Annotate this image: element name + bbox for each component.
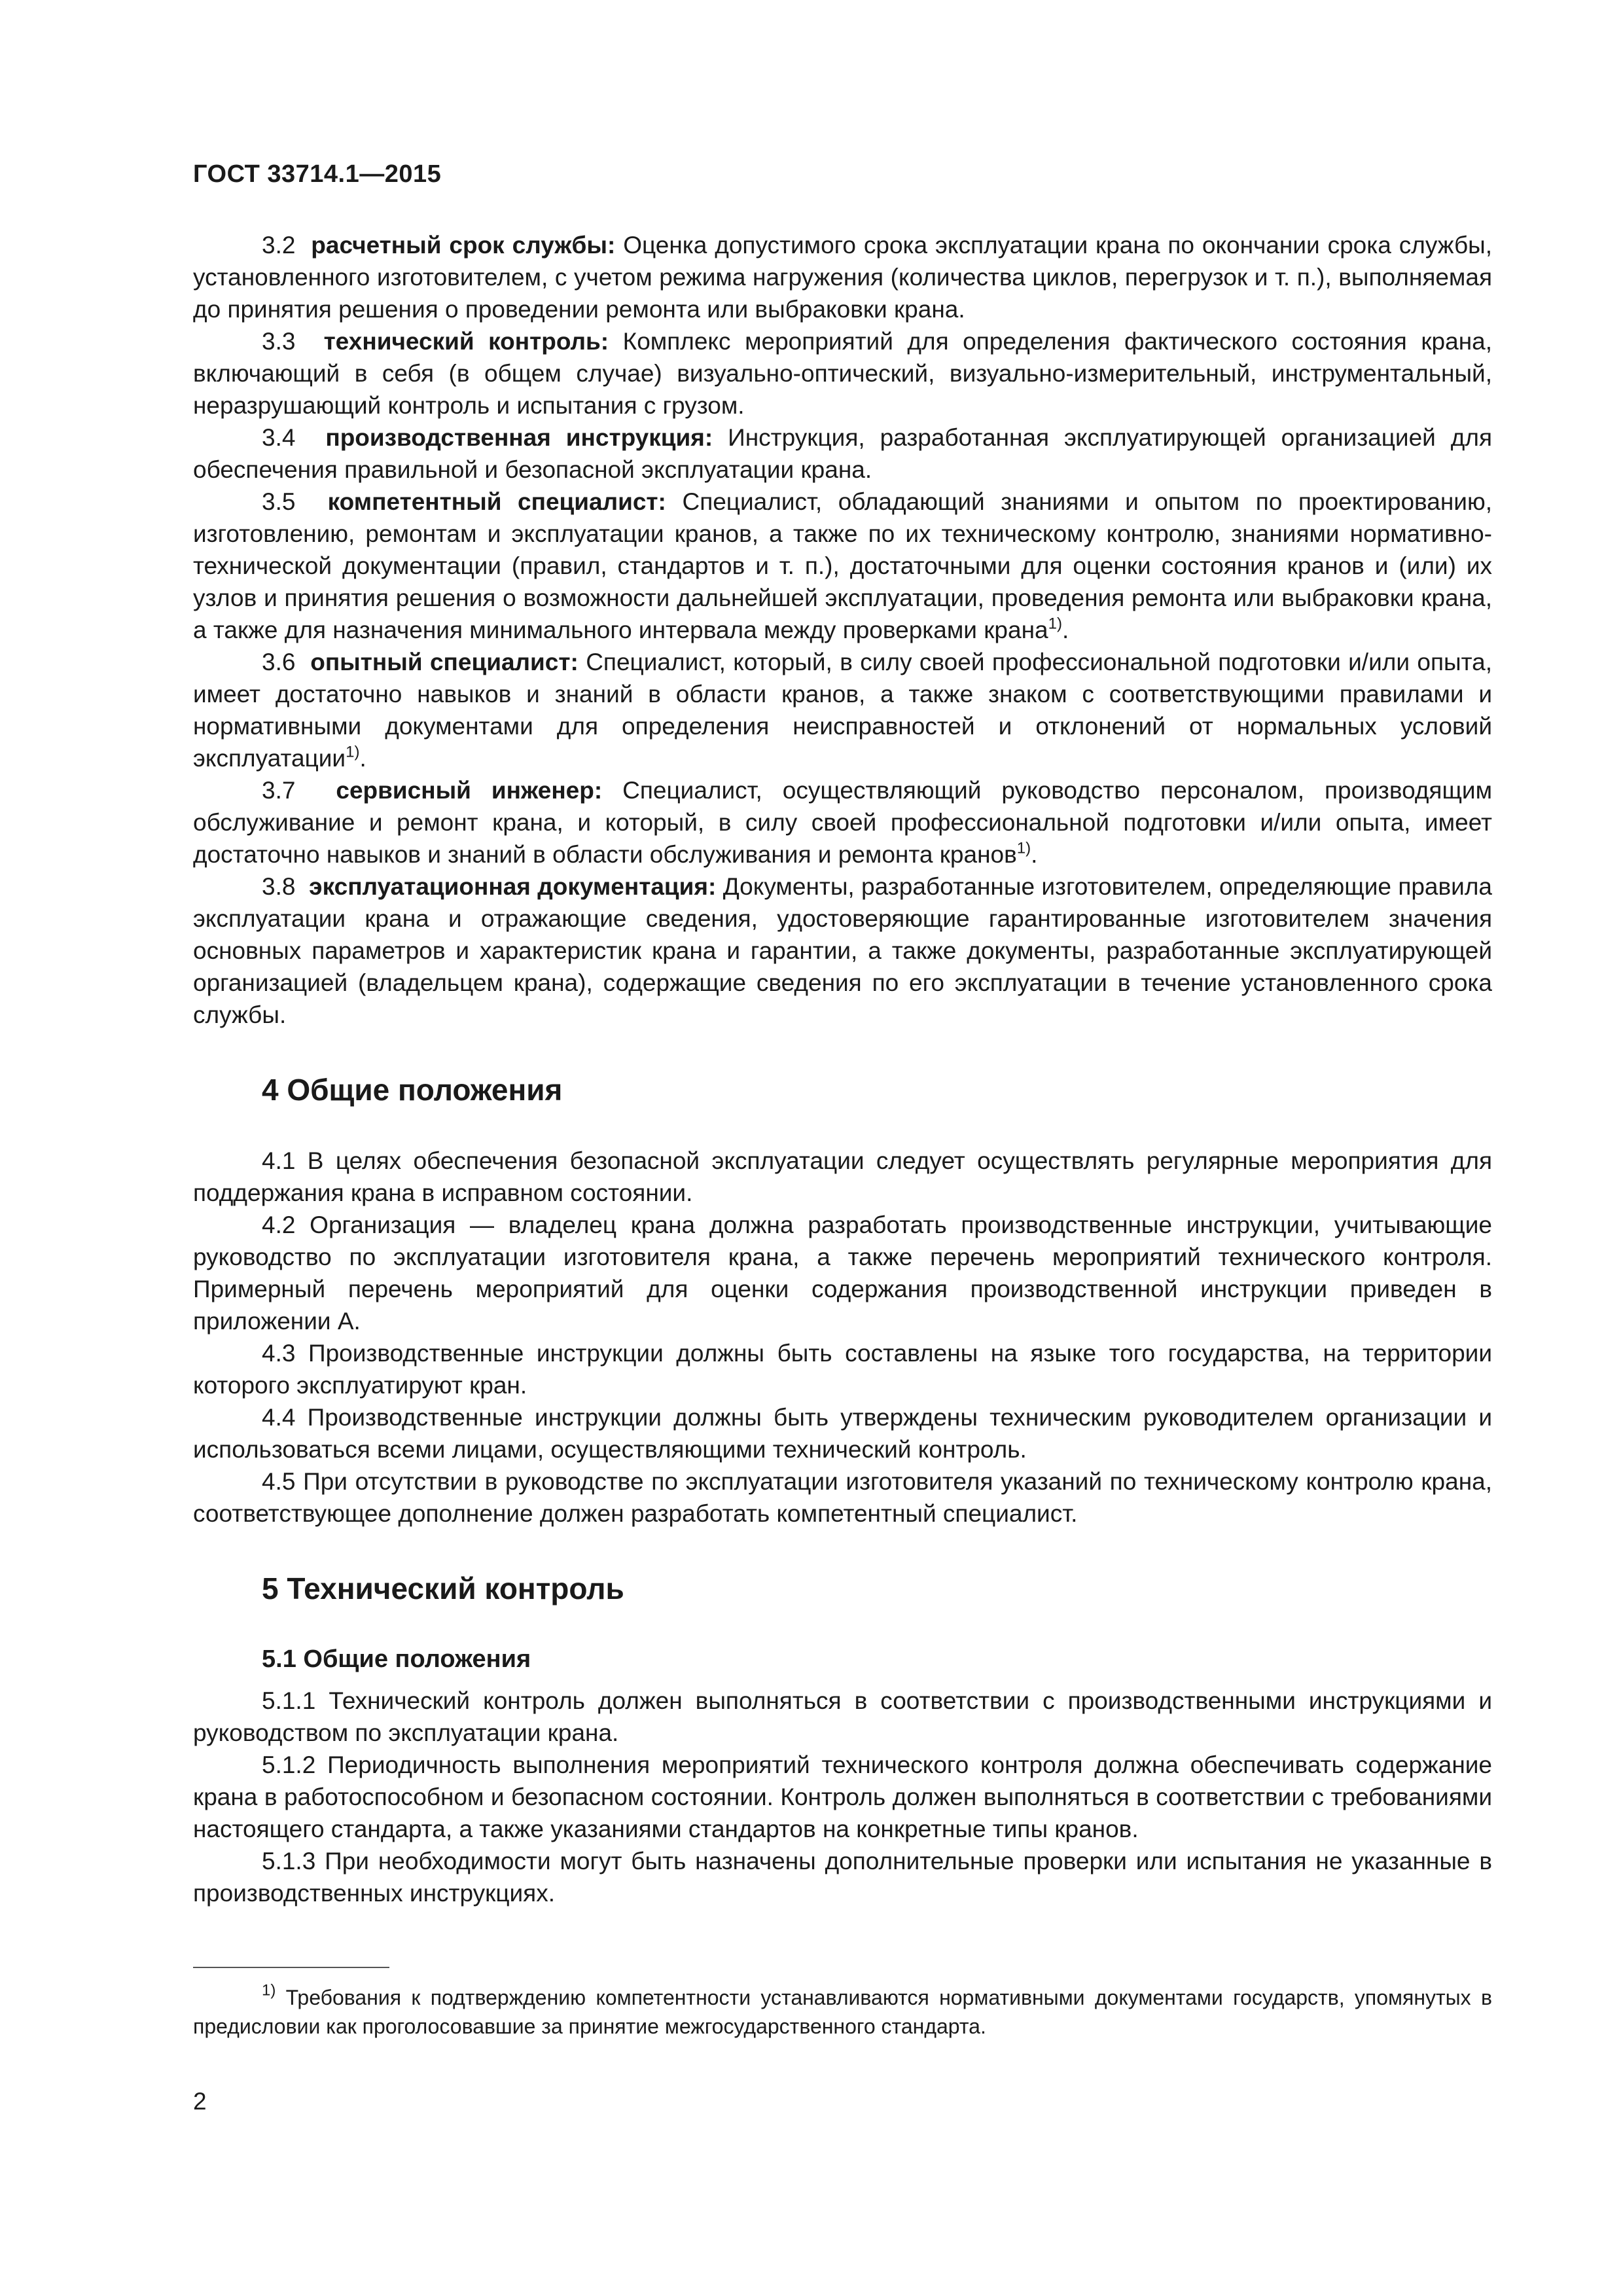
definition-3-5: 3.5 компетентный специалист: Специалист, обладающий знаниями и опытом по проектированию, изготовлению, ремонтам и эксплуатации кранов, а также по их техническому контролю, знаниями нормативно-технической документации (правил, стандартов и т. п.), достаточными для оценки состояния кранов и (или) их узлов и принятия решения о возможности дальнейшей эксплуатации, проведения ремонта или выбраковки крана, а также для назначения минимального интервала между проверками крана$^{1)}$. <box>193 488 1492 643</box>
footnote-ref[interactable]: 1) <box>1016 839 1031 857</box>
paragraph-4-1: 4.1 В целях обеспечения безопасной эксплуатации следует осуществлять регулярные мероприятия для поддержания крана в исправном состоянии. <box>193 1147 1492 1206</box>
definition-3-7: 3.7 сервисный инженер: Специалист, осуществляющий руководство персоналом, производящим обслуживание и ремонт крана, и который, в силу своей профессиональной подготовки и/или опыта, имеет достаточно навыков и знаний в области обслуживания и ремонта кранов$^{1)}$. <box>193 777 1493 868</box>
footnote-text: Требования к подтверждению компетентности устанавливаются нормативными документами государств, упомянутых в предисловии как проголосовавшие за принятие межгосударственного стандарта. <box>193 1986 1492 2038</box>
footnote <box>193 1983 1492 2041</box>
paragraph-4-3: 4.3 Производственные инструкции должны быть составлены на языке того государства, на территории которого эксплуатируют кран. <box>193 1340 1492 1399</box>
section-5-title: 5 Технический контроль <box>262 1571 624 1605</box>
definition-3-8: 3.8 эксплуатационная документация: Документы, разработанные изготовителем, определяющие правила эксплуатации крана и отражающие сведения, удостоверяющие гарантированные изготовителем значения основных параметров и характеристик крана и гарантии, а также документы, разработанные эксплуатирующей организацией (владельцем крана), содержащие сведения по его эксплуатации в течение установленного срока службы. <box>193 873 1492 1028</box>
section-4-title: 4 Общие положения <box>262 1073 563 1107</box>
paragraph-5-1-1: 5.1.1 Технический контроль должен выполняться в соответствии с производственными инструкциями и руководством по эксплуатации крана. <box>193 1687 1492 1746</box>
footnote-divider <box>193 1967 389 1968</box>
footnote-ref[interactable]: 1) <box>346 743 360 761</box>
definition-3-3: 3.3 технический контроль: Комплекс мероприятий для определения фактического состояния крана, включающий в себя (в общем случае) визуально-оптический, визуально-измерительный, инструментальный, неразрушающий контроль и испытания с грузом. <box>193 328 1492 419</box>
definition-term: технический контроль: <box>323 328 609 355</box>
definition-term: производственная инструкция: <box>325 424 713 451</box>
subsection-5-1-title: 5.1 Общие положения <box>262 1645 531 1673</box>
paragraph-4-5: 4.5 При отсутствии в руководстве по эксплуатации изготовителя указаний по техническому контролю крана, соответствующее дополнение должен разработать компетентный специалист. <box>193 1468 1492 1527</box>
standard-header: ГОСТ 33714.1—2015 <box>193 160 442 188</box>
definition-term: сервисный инженер: <box>336 777 603 804</box>
definition-term: компетентный специалист: <box>327 488 666 515</box>
definition-3-2: 3.2 расчетный срок службы: Оценка допустимого срока эксплуатации крана по окончании срока службы, установленного изготовителем, с учетом режима нагружения (количества циклов, перегрузок и т. п.), выполняемая до принятия решения о проведении ремонта или выбраковки крана. <box>193 232 1493 323</box>
definition-term: эксплуатационная документация: <box>309 873 717 900</box>
footnote-ref[interactable]: 1) <box>1048 615 1062 633</box>
paragraph-4-2: 4.2 Организация — владелец крана должна разработать производственные инструкции, учитывающие руководство по эксплуатации изготовителя крана, а также перечень мероприятий технического контроля. Примерный перечень мероприятий для оценки содержания производственной инструкции приведен в приложении А. <box>193 1211 1492 1335</box>
definition-3-6: 3.6 опытный специалист: Специалист, который, в силу своей профессиональной подготовки и/или опыта, имеет достаточно навыков и знаний в области кранов, а также знаком с соответствующими правилами и нормативными документами для определения неисправностей и отклонений от нормальных условий эксплуатации$^{1)}$. <box>193 649 1492 772</box>
definition-term: опытный специалист: <box>310 649 579 675</box>
paragraph-5-1-3: 5.1.3 При необходимости могут быть назначены дополнительные проверки или испытания не указанные в производственных инструкциях. <box>193 1848 1492 1907</box>
paragraph-5-1-2: 5.1.2 Периодичность выполнения мероприятий технического контроля должна обеспечивать содержание крана в работоспособном и безопасном состоянии. Контроль должен выполняться в соответствии с требованиями настоящего стандарта, а также указаниями стандартов на конкретные типы кранов. <box>193 1751 1492 1842</box>
footnote-mark: 1) <box>262 1981 276 2000</box>
definition-3-4: 3.4 производственная инструкция: Инструкция, разработанная эксплуатирующей организацией для обеспечения правильной и безопасной эксплуатации крана. <box>193 424 1493 483</box>
paragraph-4-4: 4.4 Производственные инструкции должны быть утверждены техническим руководителем организации и использоваться всеми лицами, осуществляющими технический контроль. <box>193 1404 1492 1463</box>
page-number: 2 <box>193 2088 207 2115</box>
document-body <box>193 229 1492 1909</box>
definition-term: расчетный срок службы: <box>311 232 616 259</box>
